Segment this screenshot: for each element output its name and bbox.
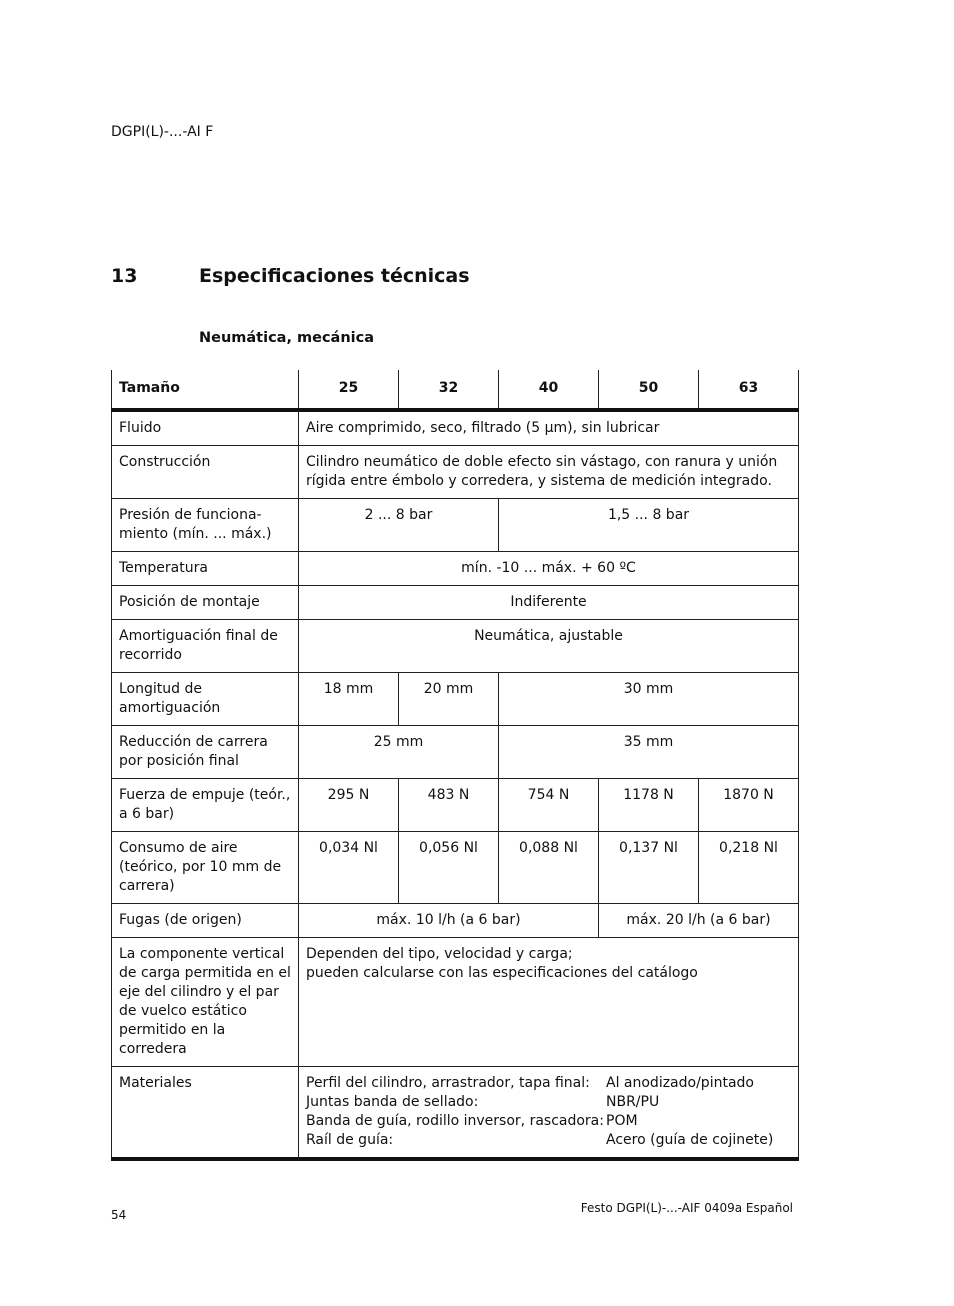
spec-table [111, 370, 799, 1161]
section-number: 13 [111, 265, 138, 287]
table-header-row [112, 370, 799, 410]
table-row [112, 726, 799, 779]
row-value: 18 mm [299, 673, 399, 726]
row-value: Cilindro neumático de doble efecto sin vástago, con ranura y unión rígida entre émbolo y corredera, y sistema de medición integrado. [299, 446, 799, 499]
row-value: 0,137 Nl [599, 832, 699, 904]
row-value: 25 mm [299, 726, 499, 779]
table-row [112, 904, 799, 938]
material-item [306, 1074, 791, 1093]
row-value: 295 N [299, 779, 399, 832]
table-row [112, 620, 799, 673]
row-value-line: Dependen del tipo, velocidad y carga; [306, 946, 573, 962]
materials-list [299, 1067, 799, 1160]
row-label: La componente vertical de carga permitida en el eje del cilindro y el par de vuelco estático permitido en la corredera [112, 938, 299, 1067]
material-part: Juntas banda de sellado: [306, 1094, 479, 1110]
material-item [306, 1131, 791, 1150]
material-value: Al anodizado/pintado [606, 1075, 754, 1091]
row-value: 0,056 Nl [399, 832, 499, 904]
size-header: 63 [699, 370, 799, 410]
size-header: 32 [399, 370, 499, 410]
header-label: Tamaño [112, 370, 299, 410]
subsection-title: Neumática, mecánica [199, 330, 375, 346]
table-row [112, 499, 799, 552]
material-item [306, 1093, 791, 1112]
material-part: Banda de guía, rodillo inversor, rascadora: [306, 1113, 604, 1129]
table-row [112, 446, 799, 499]
row-label: Longitud de amortiguación [112, 673, 299, 726]
size-header: 50 [599, 370, 699, 410]
material-item [306, 1112, 791, 1131]
row-value: 35 mm [499, 726, 799, 779]
table-row [112, 938, 799, 1067]
row-value: 1,5 ... 8 bar [499, 499, 799, 552]
row-value: 0,034 Nl [299, 832, 399, 904]
row-label: Materiales [112, 1067, 299, 1160]
row-label: Fuerza de empuje (teór., a 6 bar) [112, 779, 299, 832]
size-header: 40 [499, 370, 599, 410]
material-part: Perfil del cilindro, arrastrador, tapa final: [306, 1075, 590, 1091]
table-row [112, 586, 799, 620]
page-number: 54 [111, 1208, 127, 1222]
document-header: DGPI(L)-...-AI F [111, 124, 214, 140]
material-value: POM [606, 1113, 638, 1129]
section-title: Especificaciones técnicas [199, 265, 470, 287]
row-value: 0,218 Nl [699, 832, 799, 904]
row-value: máx. 10 l/h (a 6 bar) [299, 904, 599, 938]
material-value: NBR/PU [606, 1094, 660, 1110]
table-row [112, 673, 799, 726]
row-label: Presión de funciona-miento (mín. ... máx.) [112, 499, 299, 552]
row-value: 1178 N [599, 779, 699, 832]
row-value: 754 N [499, 779, 599, 832]
row-value: Indiferente [299, 586, 799, 620]
table-row [112, 832, 799, 904]
row-label: Posición de montaje [112, 586, 299, 620]
size-header: 25 [299, 370, 399, 410]
row-label: Consumo de aire (teórico, por 10 mm de carrera) [112, 832, 299, 904]
row-value: 30 mm [499, 673, 799, 726]
row-value [299, 938, 799, 1067]
row-value: mín. -10 ... máx. + 60 ºC [299, 552, 799, 586]
table-row [112, 410, 799, 446]
row-value: 0,088 Nl [499, 832, 599, 904]
row-label: Fluido [112, 410, 299, 446]
row-value: 2 ... 8 bar [299, 499, 499, 552]
row-value: 483 N [399, 779, 499, 832]
table-row [112, 779, 799, 832]
row-value: máx. 20 l/h (a 6 bar) [599, 904, 799, 938]
row-value: Neumática, ajustable [299, 620, 799, 673]
table-row [112, 1067, 799, 1160]
row-value-line: pueden calcularse con las especificaciones del catálogo [306, 965, 698, 981]
row-label: Reducción de carrera por posición final [112, 726, 299, 779]
material-value: Acero (guía de cojinete) [606, 1132, 774, 1148]
row-label: Fugas (de origen) [112, 904, 299, 938]
table-row [112, 552, 799, 586]
footer-doc-ref: Festo DGPI(L)-...-AIF 0409a Español [580, 1201, 793, 1215]
row-label: Construcción [112, 446, 299, 499]
row-value: 1870 N [699, 779, 799, 832]
row-label: Temperatura [112, 552, 299, 586]
material-part: Raíl de guía: [306, 1132, 394, 1148]
row-label: Amortiguación final de recorrido [112, 620, 299, 673]
row-value: Aire comprimido, seco, filtrado (5 µm), sin lubricar [299, 410, 799, 446]
row-value: 20 mm [399, 673, 499, 726]
